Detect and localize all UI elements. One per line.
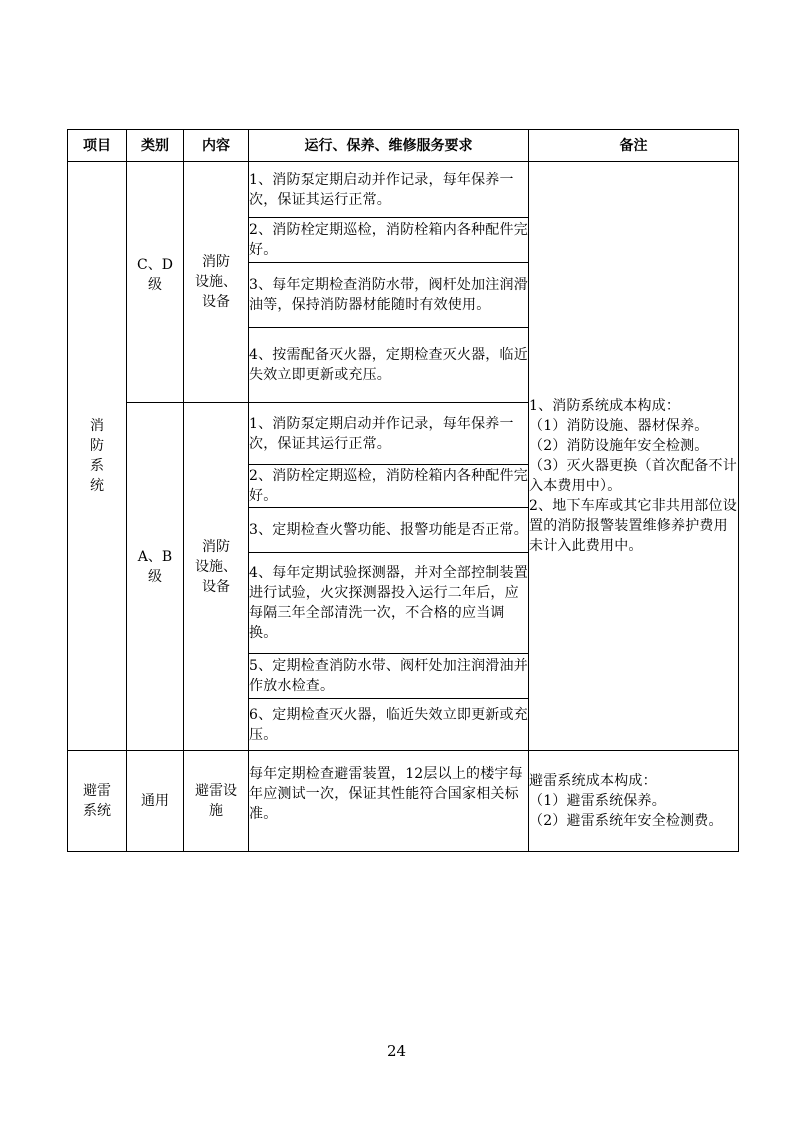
table-header-row [68,130,739,162]
header-project: 项目 [68,130,127,162]
table-row [68,162,739,218]
content-ab-fire-facilities [184,403,249,751]
requirement-cell: 3、每年定期检查消防水带，阀杆处加注润滑油等，保持消防器材能随时有效使用。 [249,263,529,328]
content-line: 消防 [202,538,230,555]
content-line: 设备 [202,578,230,595]
requirement-cell: 5、定期检查消防水带、阀杆处加注润滑油并作放水检查。 [249,654,529,699]
category-line: A、B [137,548,173,565]
header-remarks: 备注 [529,130,739,162]
category-line: 级 [148,277,162,293]
project-fire-line: 消 [90,418,104,434]
project-fire-line: 防 [90,438,104,454]
requirement-cell: 4、按需配备灭火器，定期检查灭火器，临近失效立即更新或充压。 [249,328,529,403]
remark-line: （3）灭火器更换（首次配备不计入本费用中）。 [529,458,737,494]
project-lightning-line: 系统 [83,803,111,819]
requirement-cell: 1、消防泵定期启动并作记录，每年保养一次，保证其运行正常。 [249,403,529,465]
header-requirements: 运行、保养、维修服务要求 [249,130,529,162]
requirement-cell: 4、每年定期试验探测器，并对全部控制装置进行试验，火灾探测器投入运行二年后，应每隔三年全部清洗一次，不合格的应当调换。 [249,553,529,654]
requirement-cell: 2、消防栓定期巡检，消防栓箱内各种配件完好。 [249,465,529,508]
content-line: 避雷设 [195,783,237,799]
project-lightning-line: 避雷 [83,783,111,799]
content-line: 施 [209,803,223,819]
category-line: C、D [137,257,173,273]
requirement-cell [249,751,529,852]
remark-line: 1、消防系统成本构成： [529,398,681,414]
maintenance-requirements-table [67,129,739,852]
remark-line: （1）避雷系统保养。 [529,793,666,809]
table-row [68,751,739,852]
project-fire-system [68,162,127,751]
requirement-text: 每年定期检查避雷装置，12层以上的楼宇每年应测试一次，保证其性能符合国家相关标准。 [249,766,523,822]
content-cd-fire-facilities [184,162,249,403]
requirement-cell: 2、消防栓定期巡检，消防栓箱内各种配件完好。 [249,218,529,263]
remark-line: 避雷系统成本构成： [529,773,657,789]
remark-line: 2、地下车库或其它非共用部位设置的消防报警装置维修养护费用未计入此费用中。 [529,498,737,554]
remark-line: （2）消防设施年安全检测。 [529,438,709,454]
category-ab-grade [127,403,184,751]
requirement-cell: 3、定期检查火警功能、报警功能是否正常。 [249,508,529,553]
requirement-cell: 1、消防泵定期启动并作记录，每年保养一次，保证其运行正常。 [249,162,529,218]
content-line: 设施、 [195,558,237,575]
content-lightning-facilities [184,751,249,852]
content-line: 设施、 [195,274,237,290]
remark-line: （1）消防设施、器材保养。 [529,418,709,434]
page-number: 24 [386,1042,407,1060]
project-lightning-system [68,751,127,852]
category-cd-grade [127,162,184,403]
category-line: 级 [148,568,162,585]
content-line: 设备 [202,294,230,310]
project-fire-line: 统 [90,478,104,494]
requirement-cell: 6、定期检查灭火器，临近失效立即更新或充压。 [249,699,529,751]
remarks-fire-system [529,162,739,751]
remarks-lightning-system [529,751,739,852]
header-category: 类别 [127,130,184,162]
category-general: 通用 [127,751,184,852]
remark-line: （2）避雷系统年安全检测费。 [529,813,723,829]
header-content: 内容 [184,130,249,162]
content-line: 消防 [202,254,230,270]
project-fire-line: 系 [90,458,104,474]
